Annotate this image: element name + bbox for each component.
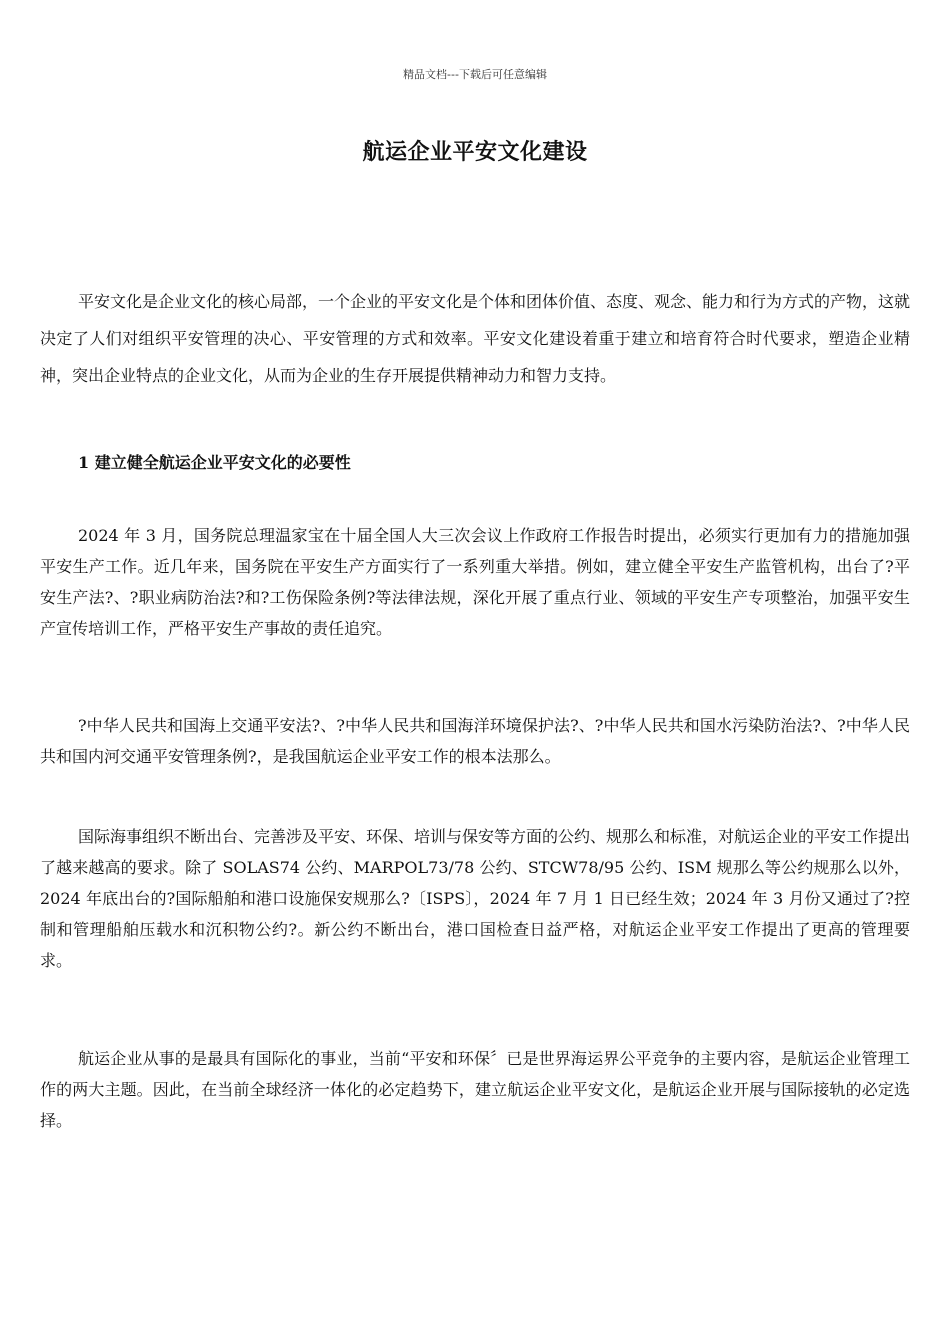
paragraph-4: 国际海事组织不断出台、完善涉及平安、环保、培训与保安等方面的公约、规那么和标准，对航运企业的平安工作提出了越来越高的要求。除了 SOLAS74 公约、MARPOL73/78 公约、STCW78/95 公约、ISM 规那么等公约规那么以外，2024 年底出台的?国际船舶和港口设施保安规那么?〔ISPS〕，2024 年 7 月 1 日已经生效；2024 年 3 月份又通过了?控制和管理船舶压载水和沉积物公约?。新公约不断出台，港口国检查日益严格，对航运企业平安工作提出了更高的管理要求。 <box>40 827 911 970</box>
paragraph-intro-block <box>40 283 910 394</box>
header-note: 精品文档---下载后可任意编辑 <box>403 68 547 81</box>
paragraph-intro: 平安文化是企业文化的核心局部，一个企业的平安文化是个体和团体价值、态度、观念、能力和行为方式的产物，这就决定了人们对组织平安管理的决心、平安管理的方式和效率。平安文化建设着重于建立和培育符合时代要求，塑造企业精神，突出企业特点的企业文化，从而为企业的生存开展提供精神动力和智力支持。 <box>40 292 911 385</box>
paragraph-2-block <box>40 520 910 644</box>
paragraph-5: 航运企业从事的是最具有国际化的事业，当前“平安和环保〞已是世界海运界公平竞争的主要内容，是航运企业管理工作的两大主题。因此，在当前全球经济一体化的必定趋势下，建立航运企业平安文化，是航运企业开展与国际接轨的必定选择。 <box>40 1049 910 1130</box>
paragraph-3-block <box>40 710 910 772</box>
paragraph-5-block <box>40 1043 910 1136</box>
paragraph-4-block <box>40 821 910 976</box>
document-title: 航运企业平安文化建设 <box>362 139 588 165</box>
section-heading-1: 1 建立健全航运企业平安文化的必要性 <box>78 453 351 472</box>
paragraph-2: 2024 年 3 月，国务院总理温家宝在十届全国人大三次会议上作政府工作报告时提出，必须实行更加有力的措施加强平安生产工作。近几年来，国务院在平安生产方面实行了一系列重大举措。例如，建立健全平安生产监管机构，出台了?平安生产法?、?职业病防治法?和?工伤保险条例?等法律法规，深化开展了重点行业、领域的平安生产专项整治，加强平安生产宣传培训工作，严格平安生产事故的责任追究。 <box>40 526 910 638</box>
paragraph-3: ?中华人民共和国海上交通平安法?、?中华人民共和国海洋环境保护法?、?中华人民共和国水污染防治法?、?中华人民共和国内河交通平安管理条例?，是我国航运企业平安工作的根本法那么。 <box>40 716 910 766</box>
